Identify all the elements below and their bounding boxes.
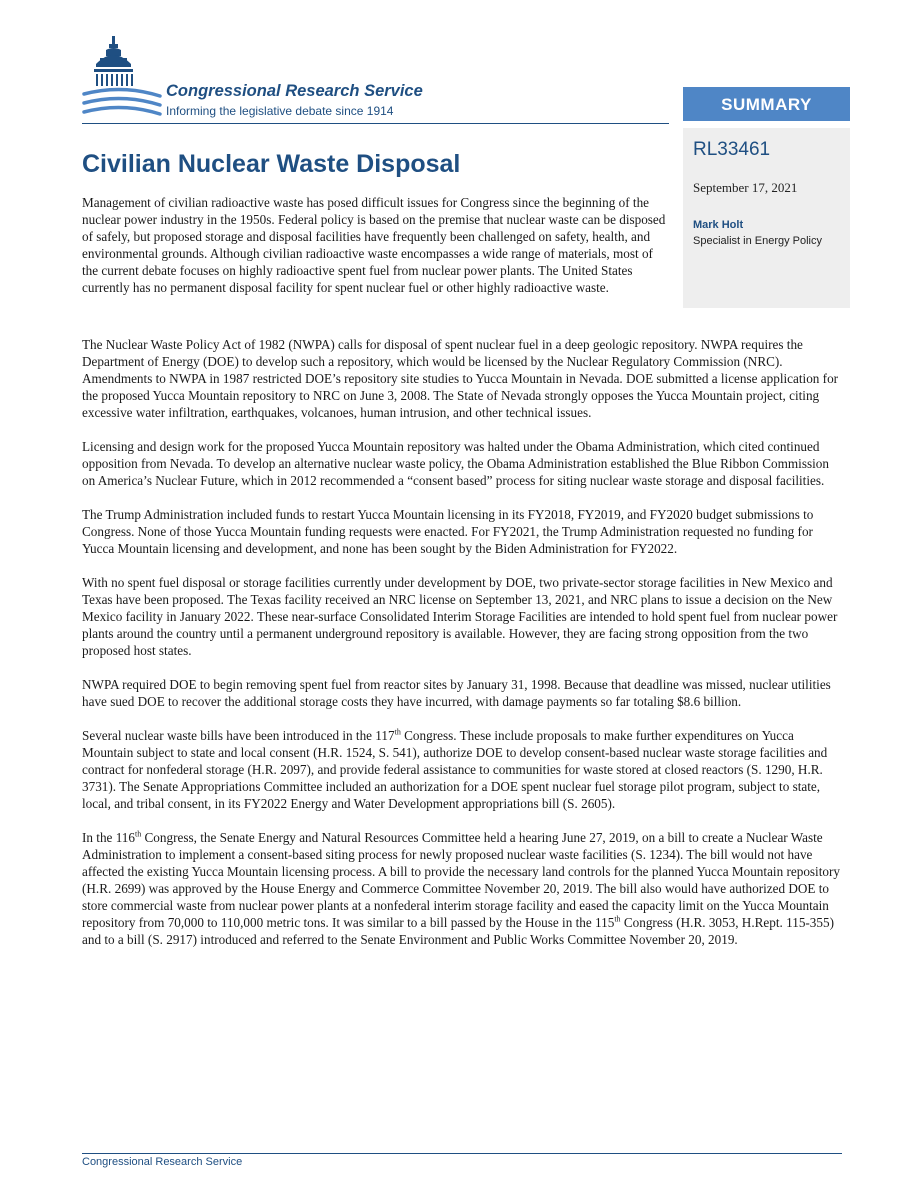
capitol-dome-icon: [82, 34, 162, 122]
footer-divider: [82, 1153, 842, 1154]
author-title: Specialist in Energy Policy: [693, 235, 823, 247]
summary-body: [82, 336, 842, 965]
text-run: Several nuclear waste bills have been introduced in the 117: [82, 728, 395, 743]
paragraph-doe-deadline: NWPA required DOE to begin removing spent fuel from reactor sites by January 31, 1998. Because that deadline was missed, nuclear utilities have sued DOE to recover the additional storage costs they have incurred, with damage payments so far totaling $8.6 billion.: [82, 677, 831, 709]
report-date: September 17, 2021: [693, 180, 798, 195]
footer-org-name: Congressional Research Service: [82, 1156, 243, 1168]
org-tagline: Informing the legislative debate since 1914: [166, 104, 394, 118]
ordinal-suffix: th: [134, 829, 142, 839]
text-run: In the 116: [82, 830, 135, 845]
paragraph-117th-bills: [82, 727, 842, 812]
report-number: RL33461: [693, 139, 771, 160]
text-run: Congress. These include proposals to make further expenditures on Yucca Mountain subject to state and local consent (H.R. 1524, S. 541), authorize DOE to develop consent-based nuclear waste storage facilities and contract for nonfederal storage (H.R. 2097), and provide federal assistance to communities for waste stored at closed reactors (S. 1290, H.R. 3731). The Senate Appropriations Committee included an authorization for a DOE spent nuclear fuel storage pilot program, subject to state, local, and tribal consent, in its FY2022 Energy and Water Development appropriations bill (S. 2605).: [82, 728, 828, 811]
ordinal-suffix: th: [394, 727, 401, 737]
text-run: Congress, the Senate Energy and Natural Resources Committee held a hearing June 27, 2019, on a bill to create a Nuclear Waste Administration to implement a consent-based siting process for newly proposed nuclear waste facilities (S. 1234). The bill would not have affected the existing Yucca Mountain licensing process. A bill to provide the necessary land controls for the planned Yucca Mountain repository (H.R. 2699) was approved by the House Energy and Commerce Committee November 20, 2019. The bill also would have authorized DOE to store commercial waste from nuclear power plants at a nonfederal interim storage facility and eased the capacity limit on the Yucca Mountain repository from 70,000 to 110,000 metric tons. It was similar to a bill passed by the House in the 115: [82, 830, 840, 930]
page-title: Civilian Nuclear Waste Disposal: [82, 150, 461, 178]
ordinal-suffix: th: [614, 914, 621, 924]
report-info-sidebar: [683, 128, 850, 308]
author-name[interactable]: Mark Holt: [693, 219, 744, 231]
summary-tab: SUMMARY: [683, 87, 850, 121]
paragraph-nwpa: The Nuclear Waste Policy Act of 1982 (NWPA) calls for disposal of spent nuclear fuel in a deep geologic repository. NWPA requires the Department of Energy (DOE) to develop such a repository, which would be licensed by the Nuclear Regulatory Commission (NRC). Amendments to NWPA in 1987 restricted DOE’s repository site studies to Yucca Mountain in Nevada. DOE submitted a license application for the proposed Yucca Mountain repository to NRC on June 3, 2008. The State of Nevada strongly opposes the Yucca Mountain project, citing excessive water infiltration, earthquakes, volcanoes, human intrusion, and other technical issues.: [82, 337, 839, 420]
crs-logo[interactable]: [82, 34, 482, 124]
paragraph-obama: Licensing and design work for the proposed Yucca Mountain repository was halted under the Obama Administration, which cited continued opposition from Nevada. To develop an alternative nuclear waste policy, the Obama Administration established the Blue Ribbon Commission on America’s Nuclear Future, which in 2012 recommended a “consent based” process for siting nuclear waste storage and disposal facilities.: [82, 439, 829, 488]
intro-paragraph: Management of civilian radioactive waste has posed difficult issues for Congress since the beginning of the nuclear power industry in the 1950s. Federal policy is based on the premise that nuclear waste can be disposed of safely, but proposed storage and disposal facilities have frequently been challenged on safety, health, and environmental grounds. Although civilian radioactive waste encompasses a wide range of materials, most of the current debate focuses on highly radioactive spent fuel from nuclear power plants. The United States currently has no permanent disposal facility for spent nuclear fuel or other highly radioactive waste.: [82, 195, 666, 295]
paragraph-private-storage: With no spent fuel disposal or storage facilities currently under development by DOE, two private-sector storage facilities in New Mexico and Texas have been proposed. The Texas facility received an NRC license on September 13, 2021, and NRC plans to issue a decision on the New Mexico facility in January 2022. These near-surface Consolidated Interim Storage Facilities are intended to hold spent fuel from nuclear power plants around the country until a permanent underground repository is available. However, they are facing strong opposition from the two proposed host states.: [82, 575, 838, 658]
paragraph-116th-congress: [82, 829, 842, 948]
text-run: Congress (H.R. 3053, H.Rept. 115-355) and to a bill (S. 2917) introduced and referred to the Senate Environment and Public Works Committee November 20, 2019.: [82, 915, 834, 947]
org-name: Congressional Research Service: [166, 82, 423, 100]
paragraph-trump: The Trump Administration included funds to restart Yucca Mountain licensing in its FY2018, FY2019, and FY2020 budget submissions to Congress. None of those Yucca Mountain funding requests were enacted. For FY2021, the Trump Administration requested no funding for Yucca Mountain licensing and development, and none has been sought by the Biden Administration for FY2022.: [82, 507, 814, 556]
header-divider: [82, 123, 669, 124]
